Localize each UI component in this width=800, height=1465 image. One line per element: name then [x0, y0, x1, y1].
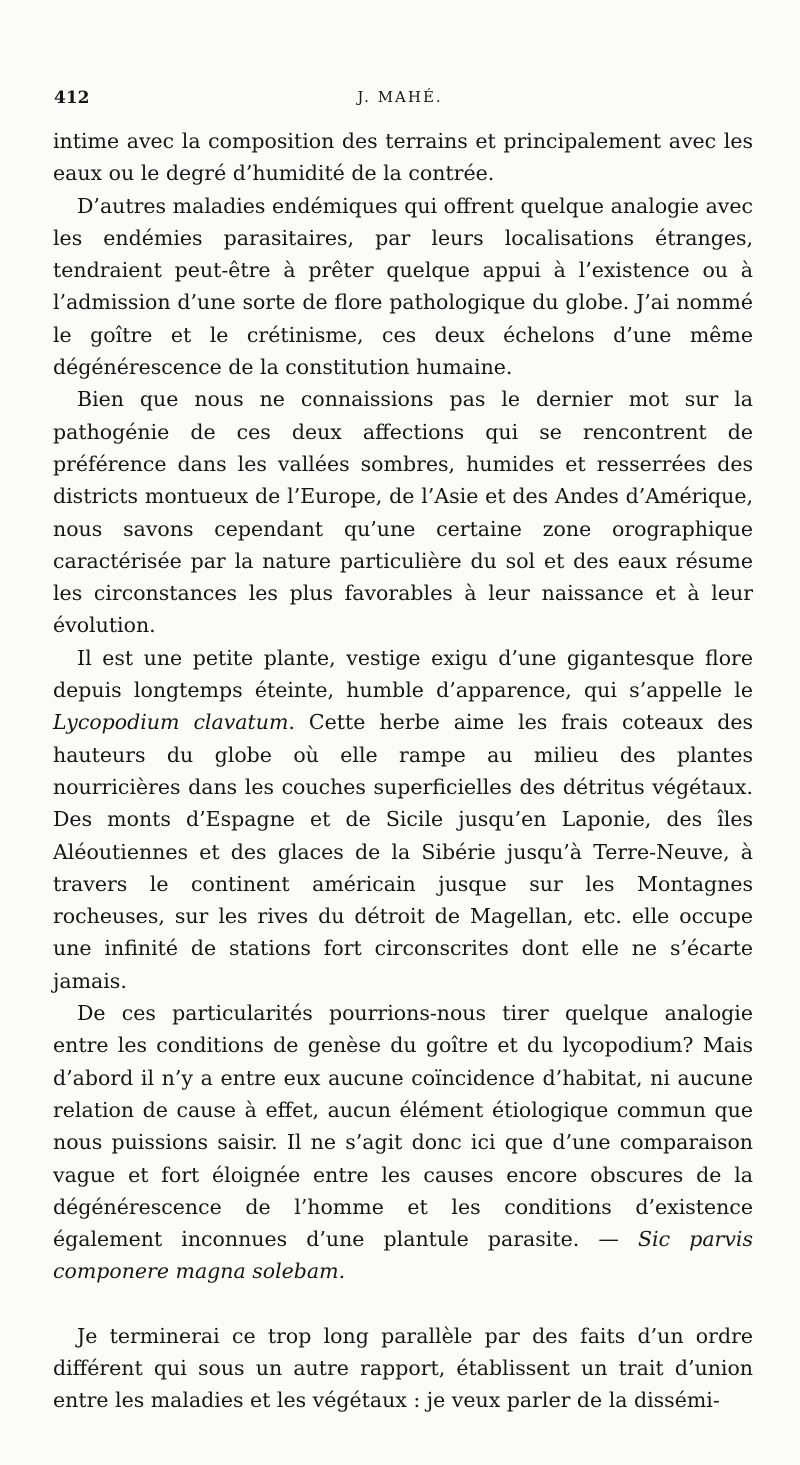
paragraph [53, 125, 753, 190]
paragraph [53, 997, 753, 1288]
paragraph [53, 642, 753, 997]
running-head: J. MAHÉ. [357, 88, 443, 106]
body-text [53, 125, 753, 1417]
page-header [54, 88, 746, 112]
italic-text: Lycopodium clavatum [53, 710, 289, 735]
paragraph-text: Il est une petite plante, vestige exigu d’une gigantesque flore depuis longtemps éteinte, humble d’apparence, qui s’appelle le [53, 645, 753, 703]
paragraph-text: De ces particularités pourrions-nous tirer quelque analogie entre les conditions de genèse du goître et du lycopodium? Mais d’abord il n’y a entre eux aucune coïncidence d’habitat, ni aucune relation de cause à effet, aucun élément étiologique commun que nous puissions saisir. Il ne s’agit donc ici que d’une comparaison vague et fort éloignée entre les causes encore obscures de la dégénérescence de l’homme et les conditions d’existence également inconnues d’une plantule parasite. — [53, 1001, 753, 1252]
paragraph-text: . Cette herbe aime les frais coteaux des hauteurs du globe où elle rampe au milieu des plantes nourricières dans les couches superficielles des détritus végétaux. Des monts d’Espagne et de Sicile jusqu’en Laponie, des îles Aléoutiennes et des glaces de la Sibérie jusqu’à Terre-Neuve, à travers le continent américain jusque sur les Montagnes rocheuses, sur les rives du détroit de Magellan, etc. elle occupe une infinité de stations fort circonscrites dont elle ne s’écarte jamais. [53, 710, 753, 993]
paragraph [53, 383, 753, 641]
paragraph [53, 190, 753, 384]
paragraph-text: D’autres maladies endémiques qui offrent quelque analogie avec les endémies parasitaires, par leurs localisations étranges, tendraient peut-être à prêter quelque appui à l’existence ou à l’admission d’une sorte de flore pathologique du globe. J’ai nommé le goître et le crétinisme, ces deux échelons d’une même dégénérescence de la constitution humaine. [53, 193, 753, 380]
paragraph-text: Je terminerai ce trop long parallèle par des faits d’un ordre différent qui sous un autre rapport, établissent un trait d’union entre les maladies et les végétaux : je veux parler de la dissémi- [53, 1323, 753, 1413]
paragraph [53, 1320, 753, 1417]
paragraph-text: Bien que nous ne connaissions pas le dernier mot sur la pathogénie de ces deux affections qui se rencontrent de préférence dans les vallées sombres, humides et resserrées des districts montueux de l’Europe, de l’Asie et des Andes d’Amérique, nous savons cependant qu’une certaine zone orographique caractérisée par la nature particulière du sol et des eaux résume les circonstances les plus favorables à leur naissance et à leur évolution. [53, 387, 753, 638]
page-number: 412 [54, 88, 90, 108]
paragraph-text: intime avec la composition des terrains et principalement avec les eaux ou le degré d’humidité de la contrée. [53, 129, 753, 186]
italic-text: Sic parvis componere magna solebam. [53, 1227, 754, 1284]
